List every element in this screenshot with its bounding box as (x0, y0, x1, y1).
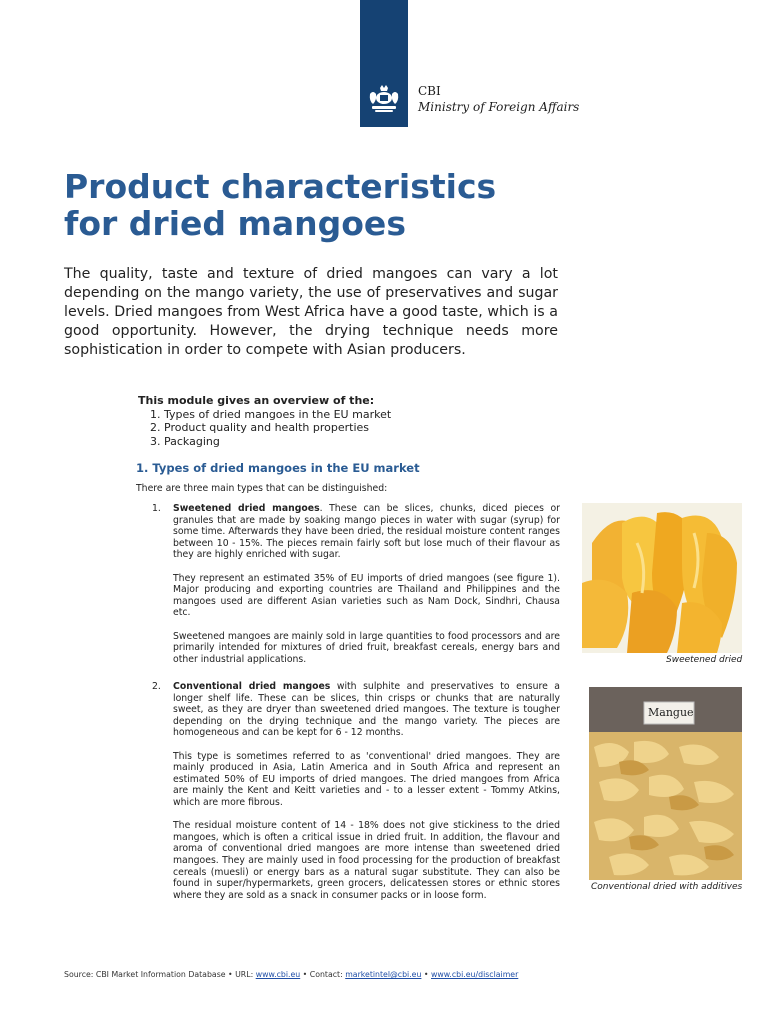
photo-caption: Conventional dried with additives (591, 882, 743, 892)
footer (64, 970, 518, 979)
item-paragraph (173, 503, 560, 561)
logo-org: CBI (418, 84, 441, 98)
overview-item: 2. Product quality and health properties (164, 421, 391, 435)
sweetened-mango-photo (582, 503, 742, 653)
shelf-label: Mangue (648, 706, 694, 719)
footer-separator: • (421, 970, 431, 979)
item-name: Conventional dried mangoes (173, 681, 331, 692)
item-name: Sweetened dried mangoes (173, 503, 320, 514)
overview-list (138, 408, 391, 449)
section-lead: There are three main types that can be distinguished: (136, 483, 388, 494)
item-paragraph: The residual moisture content of 14 - 18% does not give stickiness to the dried mangoes, which is often a critical issue in dried fruit. In addition, the flavour and aroma of conventional dried mangoes are more intense than sweetened dried mangoes. They are mainly used in food processing for the production of breakfast cereals (muesli) or energy bars as a natural sugar substitute. They can also be found in super/hypermarkets, green grocers, delicatessen stores or ethnic stores where they are sold as a snack in consumer packs or in loose form. (173, 820, 560, 901)
title-line-2: for dried mangoes (64, 204, 406, 243)
royal-crest-icon (366, 84, 402, 114)
section-heading: 1. Types of dried mangoes in the EU market (136, 461, 420, 475)
photo-caption: Sweetened dried (666, 655, 743, 665)
logo-bar (360, 0, 408, 127)
item-number: 1. (152, 503, 161, 514)
footer-source: Source: CBI Market Information Database • URL: (64, 970, 256, 979)
item-paragraph (173, 681, 560, 739)
item-text: with sulphite and preservatives to ensure a longer shelf life. These can be slices, thin crisps or chunks that are naturally sweet, as they are dryer than sweetened dried mangoes. The texture is tougher depending on the drying technique and the mango variety. The pieces are homogeneous and can be kept for 6 - 12 months. (173, 681, 561, 739)
title-line-1: Product characteristics (64, 167, 497, 206)
overview-item: 1. Types of dried mangoes in the EU market (164, 408, 391, 422)
overview-heading: This module gives an overview of the: (138, 394, 375, 407)
item-paragraph: Sweetened mangoes are mainly sold in large quantities to food processors and are primarily intended for mixtures of dried fruit, breakfast cereals, energy bars and other industrial applications. (173, 630, 560, 665)
footer-url-link[interactable]: www.cbi.eu (255, 970, 301, 979)
item-number: 2. (152, 681, 161, 692)
item-paragraph: They represent an estimated 35% of EU imports of dried mangoes (see figure 1). Major producing and exporting countries are Thailand and Philippines and the mangoes used are different Asian varieties such as Nam Dock, Sindhri, Chausa etc. (173, 572, 560, 619)
module-overview (138, 394, 391, 448)
footer-disclaimer-link[interactable]: www.cbi.eu/disclaimer (430, 970, 519, 979)
intro-paragraph: The quality, taste and texture of dried mangoes can vary a lot depending on the mango variety, the use of preservatives and sugar levels. Dried mangoes from West Africa have a good taste, which is a good opportunity. However, the drying technique needs more sophistication in order to compete with Asian producers. (64, 266, 558, 358)
page-title (64, 168, 584, 242)
footer-email-link[interactable]: marketintel@cbi.eu (345, 970, 422, 979)
type-item-conventional (152, 681, 560, 913)
conventional-mango-photo (589, 687, 742, 880)
overview-item: 3. Packaging (164, 435, 391, 449)
item-paragraph: This type is sometimes referred to as 'conventional' dried mangoes. They are mainly produced in Asia, Latin America and in South Africa and represent an estimated 50% of EU imports of dried mangoes. The dried mangoes from Africa are mainly the Kent and Keitt varieties and - to a lesser extent - Tommy Atkins, which are more fibrous. (173, 750, 560, 808)
footer-contact-label: • Contact: (300, 970, 346, 979)
logo-ministry: Ministry of Foreign Affairs (418, 100, 580, 114)
item-text: . These can be slices, chunks, diced pieces or granules that are made by soaking mango pieces in water with sugar (syrup) for some time. Afterwards they have been dried, the residual moisture content ranges between 10 - 15%. The pieces remain fairly soft but lose much of their flavour as they are highly enriched with sugar. (173, 503, 560, 561)
type-item-sweetened (152, 503, 560, 677)
logo-text (418, 83, 579, 115)
